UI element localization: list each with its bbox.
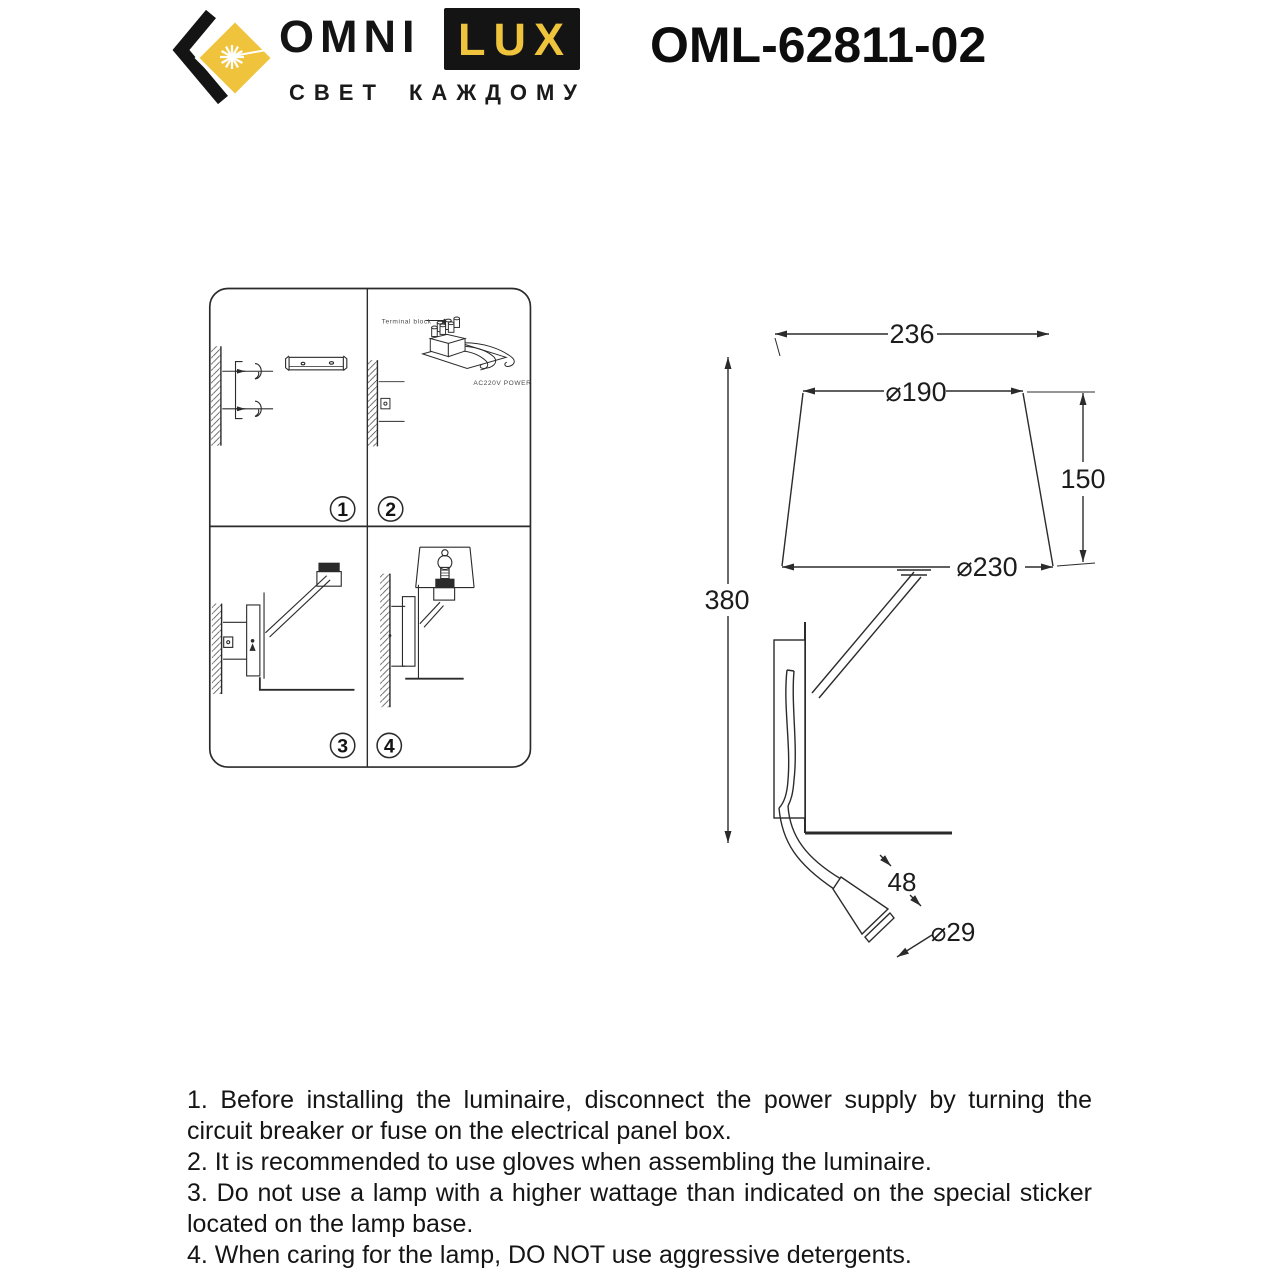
safety-instructions [187, 1085, 1092, 1271]
brand-name-secondary-box [444, 8, 580, 70]
step-4-number: 4 [383, 735, 395, 758]
step-3-drawing [212, 563, 355, 694]
dim-spot-head-diameter: ⌀29 [930, 917, 976, 947]
dim-shade-height: 150 [1060, 464, 1106, 494]
instruction-item-4: 4. When caring for the lamp, DO NOT use aggressive detergents. [187, 1241, 912, 1269]
dim-shade-top-diameter: ⌀190 [885, 377, 947, 407]
step-2-number: 2 [385, 498, 397, 521]
step-3-number: 3 [337, 735, 349, 758]
dimension-labels [704, 319, 1105, 947]
lamp-arm [812, 572, 914, 693]
power-label: AC220V POWER [473, 380, 532, 388]
step-4-drawing [380, 547, 474, 707]
step-1-drawing [211, 346, 347, 445]
terminal-block-label: Terminal block [381, 318, 432, 326]
power-wires [464, 343, 515, 370]
dim-overall-depth: 236 [889, 319, 935, 349]
brand-name-secondary: LUX [458, 13, 572, 65]
lamp-side-view [774, 393, 1053, 942]
shade-left-edge [782, 393, 803, 566]
dimension-drawing [700, 300, 1130, 1010]
instruction-item-3: 3. Do not use a lamp with a higher wattage than indicated on the special sticker located on the lamp base. [187, 1179, 1092, 1238]
installation-steps-diagram [207, 285, 680, 985]
step-1-number: 1 [337, 498, 349, 521]
dim-spot-head-length: 48 [887, 867, 917, 897]
brand-name-primary: OMNI [279, 11, 421, 62]
dim-shade-bottom-diameter: ⌀230 [956, 552, 1018, 582]
shade-right-edge [1023, 393, 1053, 566]
terminal-pins [432, 317, 460, 336]
step-numbers [337, 318, 531, 757]
omnilux-logo-icon [166, 6, 296, 108]
dim-overall-height: 380 [704, 585, 750, 615]
brand-tagline: СВЕТ КАЖДОМУ [289, 80, 586, 105]
instruction-item-2: 2. It is recommended to use gloves when assembling the luminaire. [187, 1148, 932, 1176]
wall-plate [774, 640, 805, 818]
gooseneck [779, 808, 834, 889]
instruction-item-1: 1. Before installing the luminaire, disconnect the power supply by turning the circuit breaker or fuse on the electrical panel box. [187, 1086, 1092, 1145]
model-number: OML-62811-02 [650, 17, 987, 73]
